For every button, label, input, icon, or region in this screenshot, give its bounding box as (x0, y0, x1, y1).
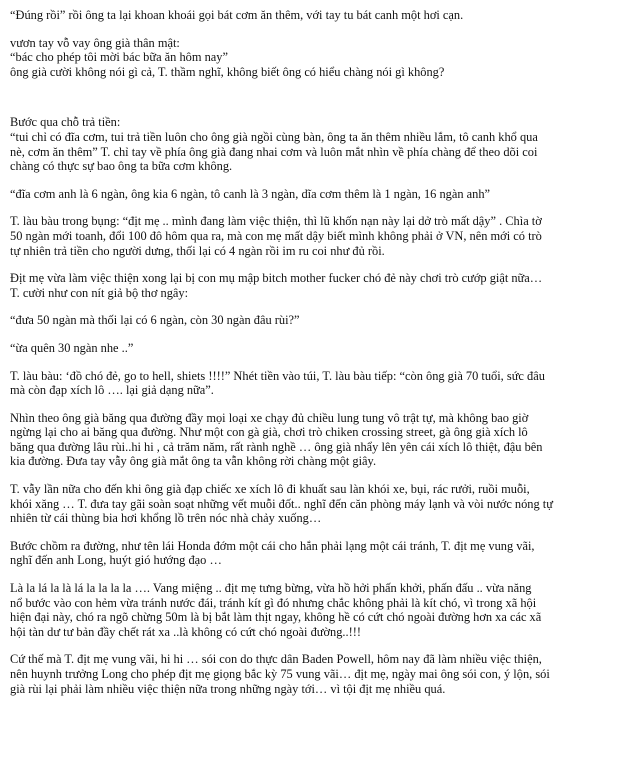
text-line: kia đường. Đưa tay vẫy ông già mắt ông ta vẫn không rời chàng một giây. (10, 454, 377, 469)
text-line: T. làu bàu trong bụng: “địt mẹ .. mình đang làm việc thiện, thì lũ khốn nạn này lại dở trò mất dậy” . Chìa tờ (10, 214, 542, 229)
text-line: T. cười như con nít giả bộ thơ ngây: (10, 285, 189, 300)
text-line: 50 ngàn mới toanh, đổi 100 đô hôm qua ra, mà con mẹ mất dậy biết mình không phải ở VN, nên mới có trò (10, 228, 542, 243)
text-line: già rùi lại phải làm nhiều việc thiện nữa trong những ngày tới… vì tội địt mẹ nhiều quá. (10, 681, 446, 696)
text-line: “Đúng rồi” rồi ông ta lại khoan khoái gọi bát cơm ăn thêm, với tay tu bát canh một hơi cạn. (10, 8, 464, 22)
text-line: nhiên từ cái thùng bia hơi khổng lồ trên nóc nhà chảy xuống… (10, 511, 322, 526)
paragraph (10, 214, 625, 258)
text-line: ngừng lại cho ai băng qua đường. Như một con gà già, chơi trò chiken crossing street, gà ông già xích lô (10, 425, 528, 440)
text-line: vươn tay vỗ vay ông già thân mật: (10, 35, 180, 50)
text-line: Bước qua chỗ trả tiền: (10, 115, 121, 130)
text-line: Cứ thế mà T. địt mẹ vung vãi, hi hi … sói con do thực dân Baden Powell, hôm nay đã làm nhiều việc thiện, (10, 652, 542, 667)
text-line: T. vẫy lần nữa cho đến khi ông già đạp chiếc xe xích lô đi khuất sau làn khói xe, bụi, rác rưởi, ruồi muỗi, (10, 482, 530, 497)
text-line: hiện đại này, chó ra ngõ chừng 50m là bị bắt làm thịt ngay, không hề có cứt chó ngoài đường hơn xa các xã (10, 610, 542, 625)
text-line: Là la lá la là lá la la la la …. Vang miệng .. địt mẹ tưng bừng, vừa hồ hởi phấn khởi, phấn đấu .. vừa năng (10, 581, 532, 596)
text-line: “bác cho phép tôi mời bác bữa ăn hôm nay” (10, 50, 228, 65)
text-line: ông già cười không nói gì cả, T. thầm nghĩ, không biết ông có hiểu chàng nói gì không? (10, 64, 445, 79)
paragraph (10, 187, 625, 202)
paragraph (10, 369, 625, 398)
text-line: nên huynh trưởng Long cho phép địt mẹ giọng bắc kỳ 75 vung vãi… địt mẹ, ngày mai ông sói con, ý lộn, sói (10, 667, 550, 681)
text-line: “đưa 50 ngàn mà thối lại có 6 ngàn, còn 30 ngàn đâu rùi?” (10, 313, 300, 328)
text-line: Bước chồm ra đường, như tên lái Honda đớm một cái cho hắn phải lạng một cái tránh, T. địt mẹ vung vãi, (10, 538, 535, 553)
text-line: Nhìn theo ông già băng qua đường đầy mọi loại xe chạy đủ chiều lung tung vô trật tự, mà không bao giờ (10, 410, 529, 425)
paragraph (10, 341, 625, 356)
paragraph (10, 581, 625, 639)
paragraph (10, 652, 625, 696)
paragraph (10, 8, 625, 23)
text-line: “đĩa cơm anh là 6 ngàn, ông kia 6 ngàn, tô canh là 3 ngàn, dĩa cơm thêm là 1 ngàn, 16 ngàn anh” (10, 186, 491, 201)
text-line: “ừa quên 30 ngàn nhe ..” (10, 340, 134, 355)
text-line: Địt mẹ vừa làm việc thiện xong lại bị con mụ mập bitch mother fucker chó đẻ này chơi trò cướp giật nữa… (10, 271, 543, 286)
text-line: hội tàn dư tư bản đầy chết rát xa ..là không có cứt chó ngoài đường..!!! (10, 624, 361, 639)
text-line: T. làu bàu: ‘đồ chó đẻ, go to hell, shiets !!!!” Nhét tiền vào túi, T. làu bàu tiếp: “còn ông già 70 tuổi, sức đâu (10, 368, 545, 383)
paragraph (10, 482, 625, 526)
paragraph (10, 36, 625, 80)
text-line: nổ bước vào con hẻm vừa tránh nước đái, tránh kít gì đó nhưng chắc không phải là kít chó, vì trong xã hội (10, 595, 537, 610)
text-line: chàng có thực sự bao ông ta bữa cơm không. (10, 159, 233, 174)
paragraph (10, 411, 625, 469)
paragraph (10, 539, 625, 568)
paragraph (10, 271, 625, 300)
text-line: nè, cơm ăn thêm” T. chỉ tay về phía ông già đang nhai cơm và luôn mắt nhìn về phía chàng để theo dõi coi (10, 144, 538, 159)
text-line: mà còn đạp xích lô …. lại giả dạng nữa”. (10, 383, 214, 398)
text-line: “tui chỉ có đĩa cơm, tui trả tiền luôn cho ông già ngồi cùng bàn, ông ta ăn thêm nhiều lắm, tô canh khổ qua (10, 129, 538, 144)
text-line: khói xăng … T. đưa tay gãi soàn soạt những vết muỗi đốt.. nghĩ đến căn phòng máy lạnh và vòi nước nóng tự (10, 496, 553, 511)
text-line: băng qua đường lâu rùi..hi hi , cả trăm năm, rất rành nghề … ông già nhẩy lên yên cái xích lô thiệt, đậu bên (10, 439, 543, 454)
document-page (10, 8, 625, 709)
paragraph (10, 115, 625, 173)
text-line: tự nhiên trả tiền cho người dưng, thối lại có 4 ngàn rồi im ru coi như đủ rồi. (10, 243, 385, 258)
paragraph (10, 313, 625, 328)
text-line: nghĩ đến anh Long, huýt gió hướng đạo … (10, 553, 222, 568)
